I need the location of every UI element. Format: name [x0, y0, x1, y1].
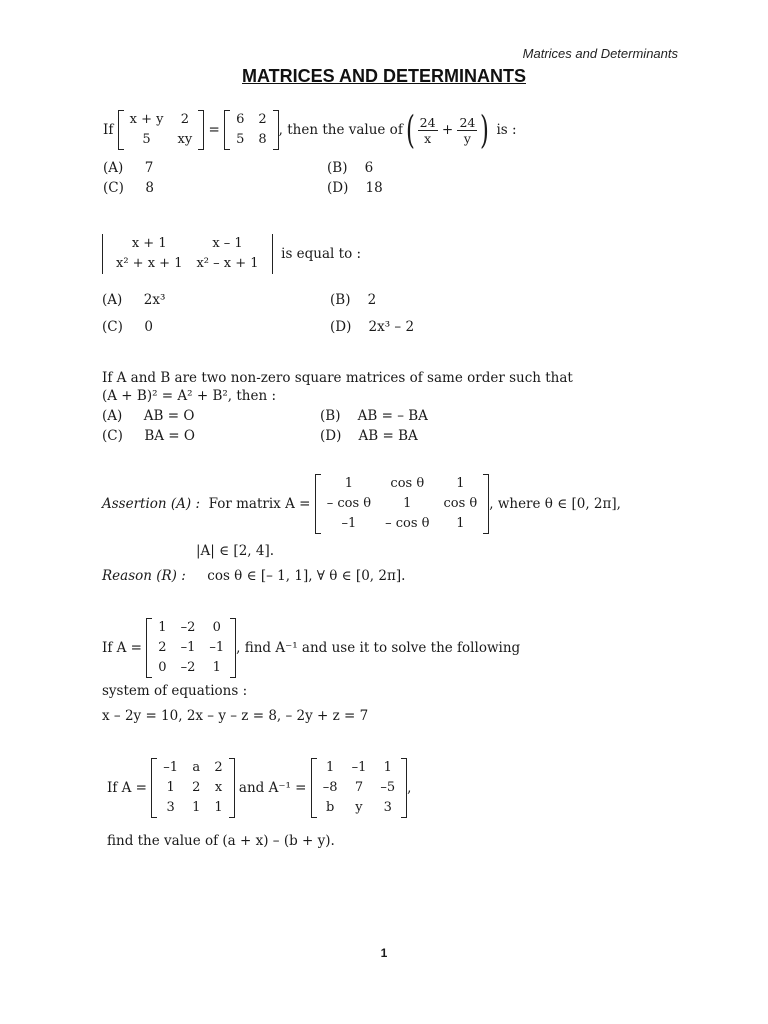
q6-comma: , [407, 780, 412, 796]
right-paren-icon: ) [480, 108, 490, 152]
question-6 [107, 758, 411, 818]
assertion-where: , where θ ∈ [0, 2π], [489, 496, 621, 512]
option-label: (D) [330, 319, 352, 335]
option-value: 0 [144, 319, 153, 335]
q2-determinant [102, 234, 273, 274]
matrix-cell: –2 [180, 620, 196, 635]
option-value: 2x³ [143, 292, 166, 308]
matrix-cell: 1 [166, 780, 175, 795]
left-paren-icon: ( [405, 108, 415, 152]
q6-and: and A⁻¹ = [238, 780, 307, 796]
q1-matrix-right [224, 110, 279, 150]
q1-end: is : [496, 122, 517, 138]
matrix-cell: 0 [158, 660, 167, 675]
question-1 [103, 110, 517, 150]
question-4-assertion [102, 474, 621, 534]
q6-matrix-a [151, 758, 234, 818]
q1-fraction-2 [457, 115, 477, 146]
q3-option-d [320, 428, 418, 444]
matrix-cell: xy [177, 132, 193, 147]
matrix-cell: 1 [158, 620, 167, 635]
matrix-cell: –1 [163, 760, 179, 775]
matrix-cell: –1 [209, 640, 225, 655]
q1-matrix-left [118, 110, 205, 150]
matrix-cell: –1 [341, 516, 357, 531]
q1-option-d [327, 180, 383, 196]
option-label: (C) [102, 428, 123, 444]
matrix-cell: 1 [383, 760, 392, 775]
q1-text: , then the value of [278, 122, 403, 138]
q3-option-b [320, 408, 428, 424]
fraction-numerator: 24 [459, 114, 476, 130]
matrix-cell: 2 [258, 112, 267, 127]
question-2 [102, 234, 361, 274]
q2-text: is equal to : [281, 246, 362, 262]
matrix-cell: a [192, 760, 201, 775]
matrix-cell: 6 [236, 112, 245, 127]
matrix-cell: 5 [236, 132, 245, 147]
matrix-cell: –1 [180, 640, 196, 655]
option-label: (C) [102, 319, 123, 335]
option-value: AB = O [143, 408, 195, 424]
matrix-cell: 1 [403, 496, 412, 511]
matrix-cell: b [326, 800, 335, 815]
option-value: 2x³ – 2 [368, 319, 415, 335]
q3-line-1: If A and B are two non-zero square matrices of same order such that [102, 370, 573, 386]
option-value: BA = O [144, 428, 195, 444]
matrix-cell: 2 [214, 760, 223, 775]
q2-option-c [102, 319, 153, 335]
option-value: 2 [367, 292, 377, 308]
option-label: (B) [327, 160, 348, 176]
fraction-numerator: 24 [419, 114, 436, 130]
option-label: (D) [320, 428, 342, 444]
option-label: (B) [320, 408, 341, 424]
q4-matrix [315, 474, 490, 534]
q6-if: If A = [107, 780, 147, 796]
question-5 [102, 618, 520, 678]
matrix-cell: 5 [142, 132, 151, 147]
matrix-cell: x + 1 [131, 236, 167, 251]
fraction-denominator: y [463, 130, 471, 146]
q1-fraction-1 [418, 115, 438, 146]
fraction-denominator: x [424, 130, 432, 146]
q3-option-c [102, 428, 195, 444]
matrix-cell: x² – x + 1 [196, 256, 259, 271]
option-value: 18 [365, 180, 383, 196]
q5-equations: x – 2y = 10, 2x – y – z = 8, – 2y + z = 7 [102, 708, 369, 724]
matrix-cell: 7 [354, 780, 364, 795]
q3-option-a [102, 408, 194, 424]
matrix-cell: 3 [166, 800, 175, 815]
matrix-cell: 1 [456, 476, 465, 491]
matrix-cell: 8 [258, 132, 267, 147]
matrix-cell: cos θ [390, 476, 425, 491]
option-value: AB = – BA [357, 408, 428, 424]
option-label: (C) [103, 180, 124, 196]
running-title: Matrices and Determinants [522, 46, 678, 61]
q1-option-c [103, 180, 154, 196]
q2-option-b [330, 292, 376, 308]
option-label: (A) [102, 408, 123, 424]
option-value: 6 [364, 160, 374, 176]
matrix-cell: y [355, 800, 363, 815]
option-label: (A) [102, 292, 123, 308]
q5-line-2: system of equations : [102, 683, 248, 699]
q1-if: If [103, 122, 114, 138]
assertion-text: For matrix A = [208, 496, 311, 512]
matrix-cell: 1 [212, 660, 221, 675]
q1-option-b [327, 160, 373, 176]
matrix-cell: 3 [383, 800, 392, 815]
question-4-reason [102, 568, 405, 584]
matrix-cell: 1 [214, 800, 223, 815]
reason-label: Reason (R) : [102, 568, 186, 584]
q5-matrix [146, 618, 236, 678]
assertion-label: Assertion (A) : [102, 496, 201, 512]
matrix-cell: 1 [326, 760, 335, 775]
page-title: MATRICES AND DETERMINANTS [242, 66, 526, 86]
matrix-cell: – cos θ [326, 496, 372, 511]
option-label: (A) [103, 160, 124, 176]
option-value: 7 [144, 160, 154, 176]
q5-if: If A = [102, 640, 142, 656]
option-value: 8 [145, 180, 154, 196]
q6-matrix-a-inverse [311, 758, 407, 818]
matrix-cell: 1 [192, 800, 201, 815]
q2-option-a [102, 292, 165, 308]
q1-plus: + [441, 122, 454, 138]
matrix-cell: 1 [456, 516, 465, 531]
matrix-cell: x – 1 [212, 236, 243, 251]
matrix-cell: 2 [158, 640, 167, 655]
matrix-cell: – cos θ [385, 516, 430, 531]
matrix-cell: –8 [322, 780, 338, 795]
matrix-cell: –2 [180, 660, 196, 675]
page-number: 1 [380, 946, 388, 960]
q2-option-d [330, 319, 414, 335]
q3-line-2: (A + B)² = A² + B², then : [102, 388, 277, 404]
matrix-cell: 2 [192, 780, 201, 795]
assertion-det-line: |A| ∈ [2, 4]. [196, 543, 275, 559]
option-value: AB = BA [358, 428, 418, 444]
matrix-cell: 1 [344, 476, 354, 491]
matrix-cell: x² + x + 1 [116, 256, 183, 271]
q5-text: , find A⁻¹ and use it to solve the following [236, 640, 521, 656]
matrix-cell: x [214, 780, 223, 795]
matrix-cell: cos θ [443, 496, 478, 511]
option-label: (B) [330, 292, 351, 308]
matrix-cell: –5 [380, 780, 396, 795]
q1-option-a [103, 160, 153, 176]
matrix-cell: 2 [180, 112, 189, 127]
q1-equals: = [208, 122, 220, 138]
reason-text: cos θ ∈ [– 1, 1], ∀ θ ∈ [0, 2π]. [207, 568, 406, 584]
matrix-cell: 0 [212, 620, 221, 635]
option-label: (D) [327, 180, 349, 196]
matrix-cell: –1 [351, 760, 367, 775]
matrix-cell: x + y [129, 112, 164, 127]
q6-line-2: find the value of (a + x) – (b + y). [107, 833, 335, 849]
